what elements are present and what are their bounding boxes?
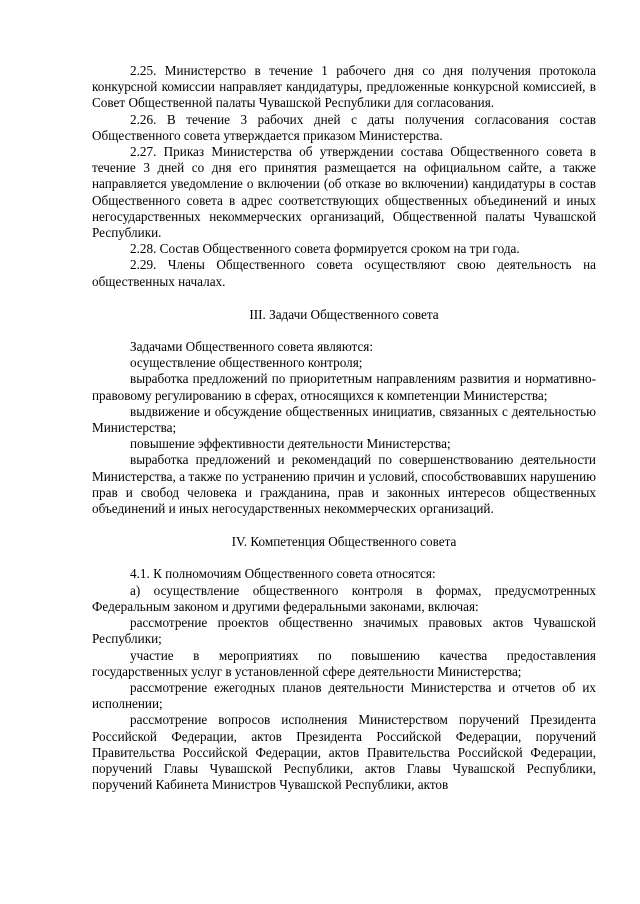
section-4-body — [92, 566, 596, 793]
document-page — [92, 63, 596, 793]
competence-item: а) осуществление общественного контроля в формах, предусмотренных Федеральным законом и другими федеральными законами, включая: — [92, 582, 596, 614]
task-item: осуществление общественного контроля; — [130, 355, 363, 371]
competence-item: участие в мероприятиях по повышению качества предоставления государственных услуг в установленной сфере деятельности Министерства; — [92, 647, 596, 679]
competence-item: рассмотрение ежегодных планов деятельности Министерства и отчетов об их исполнении; — [92, 679, 596, 712]
paragraph-2-28: 2.28. Состав Общественного совета формируется сроком на три года. — [130, 241, 520, 257]
section-3-heading: III. Задачи Общественного совета — [249, 306, 439, 322]
task-item: выработка предложений по приоритетным направлениям развития и нормативно-правовому регулированию в сферах, относящихся к компетенции Министерства; — [92, 371, 596, 403]
paragraph-2-25: 2.25. Министерство в течение 1 рабочего дня со дня получения протокола конкурсной комиссии направляет кандидатуры, предложенные конкурсной комиссией, в Совет Общественной палаты Чувашской Республики для согласования. — [92, 63, 596, 111]
task-item: выдвижение и обсуждение общественных инициатив, связанных с деятельностью Министерства; — [92, 403, 596, 436]
paragraph-2-27: 2.27. Приказ Министерства об утверждении состава Общественного совета в течение 3 дней со дня его принятия размещается на официальном сайте, а также направляется уведомление о включении (об отказе во включении) кандидатуры в состав Общественного совета в адрес соответствующих общественных объединений и иных негосударственных некоммерческих организаций, Общественной палаты Чувашской Республики. — [92, 144, 596, 241]
paragraph-2-29: 2.29. Члены Общественного совета осуществляют свою деятельность на общественных началах. — [92, 257, 596, 289]
competence-item: рассмотрение вопросов исполнения Министерством поручений Президента Российской Федерации, актов Президента Российской Федерации, поручений Правительства Российской Федерации, актов Правительства Российской Федерации, поручений Главы Чувашской Республики, актов Главы Чувашской Республики, поручений Кабинета Министров Чувашской Республики, актов — [92, 712, 596, 793]
section-3-body — [92, 339, 596, 517]
section-4-heading: IV. Компетенция Общественного совета — [231, 534, 457, 550]
section-3-intro: Задачами Общественного совета являются: — [130, 339, 374, 355]
task-item: выработка предложений и рекомендаций по совершенствованию деятельности Министерства, а также по устранению причин и условий, способствовавших нарушению прав и свобод человека и гражданина, прав и законных интересов общественных объединений и иных негосударственных некоммерческих организаций. — [92, 452, 596, 517]
paragraph-4-1: 4.1. К полномочиям Общественного совета относятся: — [130, 566, 436, 582]
paragraph-2-26: 2.26. В течение 3 рабочих дней с даты получения согласования состав Общественного совета утверждается приказом Министерства. — [92, 111, 596, 143]
task-item: повышение эффективности деятельности Министерства; — [130, 436, 451, 452]
competence-item: рассмотрение проектов общественно значимых правовых актов Чувашской Республики; — [92, 615, 596, 647]
